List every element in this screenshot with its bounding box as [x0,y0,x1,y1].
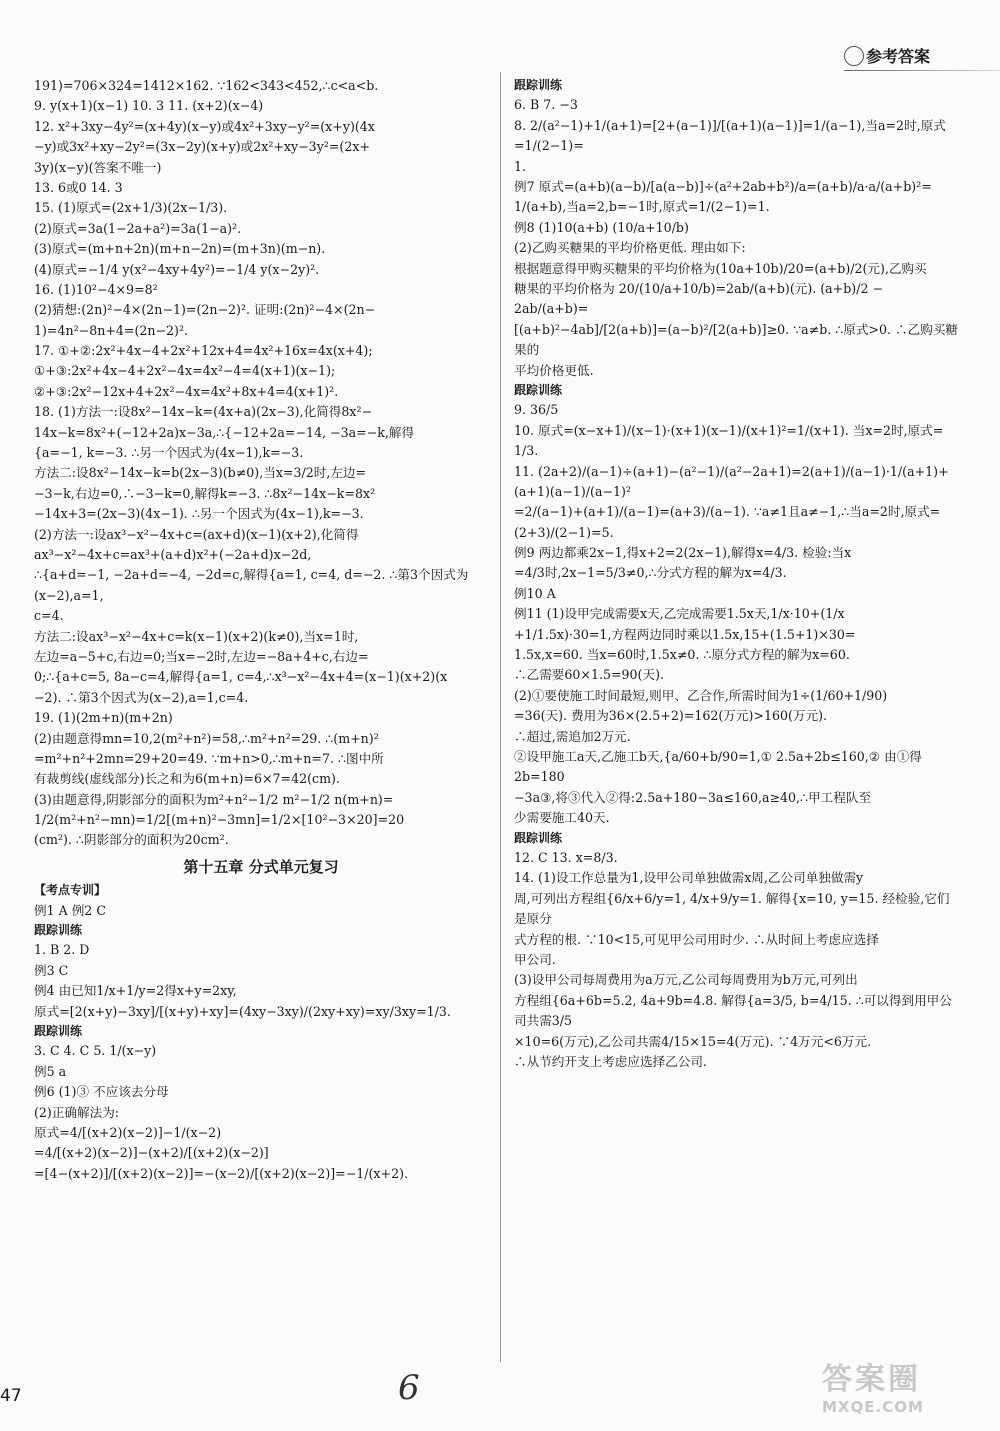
answer-line: −y)或3x²+xy−2y²=(3x−2y)(x+y)或2x²+xy−3y²=(2x+ [34,139,370,155]
answer-line: ∴{a+d=−1, −2a+d=−4, −2d=c,解得{a=1, c=4, d=−2. ∴第3个因式为(x−2),a=1, [34,567,469,603]
answer-line: 12. C 13. x=8/3. [514,849,618,865]
answer-line: 3. C 4. C 5. 1/(x−y) [34,1043,157,1059]
answer-line: =[4−(x+2)]/[(x+2)(x−2)]=−(x−2)/[(x+2)(x−2)]=−1/(x+2). [34,1165,409,1181]
answer-line: =m²+n²+2mn=29+20=49. ∵m+n>0,∴m+n=7. ∴图中所 [34,750,384,766]
answer-line: 1. B 2. D [34,942,90,958]
answer-line: ②+③:2x²−12x+4+2x²−4x=4x²+8x+4=4(x+1)². [34,383,339,399]
answer-line: (3)原式=(m+n+2n)(m+n−2n)=(m+3n)(m−n). [34,241,326,257]
answer-line: (2)方法一:设ax³−x²−4x+c=(ax+d)(x−1)(x+2),化简得 [34,526,359,542]
answer-line: −3−k,右边=0,∴−3−k=0,解得k=−3. ∴8x²−14x−k=8x² [34,485,376,501]
answer-line: 原式=4/[(x+2)(x−2)]−1/(x−2) [34,1124,222,1140]
answer-line: 方法二:设8x²−14x−k=b(2x−3)(b≠0),当x=3/2时,左边= [34,465,367,481]
answer-line: (2)猜想:(2n)²−4×(2n−1)=(2n−2)². 证明:(2n)²−4×(2n− [34,302,376,318]
section-heading: 【考点专训】 [34,883,107,898]
answer-line: [(a+b)²−4ab]/[2(a+b)]=(a−b)²/[2(a+b)]≥0. ∵a≠b. ∴原式>0. ∴乙购买糖果的 [514,321,959,358]
answer-line: 17. ①+②:2x²+4x−4+2x²+12x+4=4x²+16x=4x(x+4); [34,343,373,359]
swirl-icon [844,46,864,66]
section-heading: 跟踪训练 [514,830,563,845]
answer-line: 甲公司. [514,951,556,967]
answer-line: 15. (1)原式=(2x+1/3)(2x−1/3). [34,200,228,216]
answer-line: ②设甲施工a天,乙施工b天,{a/60+b/90=1,① 2.5a+2b≤160,② 由①得2b=180 [514,748,922,785]
answer-line: c=4. [34,608,64,624]
answer-line: =2/(a−1)+(a+1)/(a−1)=(a+3)/(a−1). ∵a≠1且a≠−1,∴当a=2时,原式= [514,504,941,520]
answer-line: 11. (2a+2)/(a−1)÷(a+1)−(a²−1)/(a²−2a+1)=2(a+1)/(a−1)·1/(a+1)+(a+1)(a−1)/(a−1)² [514,463,949,499]
answer-line: 例9 两边都乘2x−1,得x+2=2(2x−1),解得x=4/3. 检验:当x [514,545,852,561]
answer-line: (2)乙购买糖果的平均价格更低. 理由如下: [514,240,746,256]
answer-line: (2+3)/(2−1)=5. [514,524,614,540]
header-badge [844,44,930,67]
answer-line: (cm²). ∴阴影部分的面积为20cm². [34,832,229,848]
answer-line: 1)=4n²−8n+4=(2n−2)². [34,322,189,338]
answer-line: 9. y(x+1)(x−1) 10. 3 11. (x+2)(x−4) [34,98,264,114]
answer-line: (2)正确解法为: [34,1104,120,1120]
answer-line: =36(天). 费用为36×(2.5+2)=162(万元)>160(万元). [514,708,827,724]
answer-line: 有裁剪线(虚线部分)长之和为6(m+n)=6×7=42(cm). [34,771,340,787]
answer-line: (3)设甲公司每周费用为a万元,乙公司每周费用为b万元,可列出 [514,972,858,988]
answer-line: 例7 原式=(a+b)(a−b)/[a(a−b)]÷(a²+2ab+b²)/a=(a+b)/a·a/(a+b)²= [514,179,932,194]
section-heading: 跟踪训练 [34,922,83,937]
watermark-logo [822,1354,992,1416]
answer-line: 14. (1)设工作总量为1,设甲公司单独做需x周,乙公司单独做需y [514,870,864,886]
right-column [514,76,960,1072]
answer-line: 少需要施工40天. [514,810,610,826]
watermark-bottom: MXQE.COM [822,1398,924,1416]
answer-line: 1/(a+b),当a=2,b=−1时,原式=1/(2−1)=1. [514,199,770,215]
answer-line: 左边=a−5+c,右边=0;当x=−2时,左边=−8a+4+c,右边= [34,648,369,664]
answer-line: 例4 由已知1/x+1/y=2得x+y=2xy, [34,983,237,999]
answer-line: (2)原式=3a(1−2a+a²)=3a(1−a)². [34,220,242,236]
answer-line: +1/1.5x)·30=1,方程两边同时乘以1.5x,15+(1.5+1)×30= [514,626,856,642]
answer-line: −2). ∴第3个因式为(x−2),a=1,c=4. [34,689,249,705]
answer-line: 0;∴{a+c=5, 8a−c=4,解得{a=1, c=4,∴x³−x²−4x+4=(x−1)(x+2)(x [34,669,448,685]
column-divider [500,72,501,1362]
answer-line: 3y)(x−y)(答案不唯一) [34,159,162,175]
answer-line: ①+③:2x²+4x−4+2x²−4x=4x²−4=4(x+1)(x−1); [34,363,336,379]
answer-line: 18. (1)方法一:设8x²−14x−k=(4x+a)(2x−3),化简得8x²− [34,404,373,420]
answer-line: (3)由题意得,阴影部分的面积为m²+n²−1/2 m²−1/2 n(m+n)= [34,791,394,807]
answer-line: 根据题意得甲购买糖果的平均价格为(10a+10b)/20=(a+b)/2(元),乙购买 [514,260,927,276]
answer-line: ax³−x²−4x+c=ax³+(a+d)x²+(−2a+d)x−2d, [34,546,312,562]
answer-line: 例6 (1)③ 不应该去分母 [34,1084,169,1100]
answer-line: 1/2(m²+n²−mn)=1/2[(m+n)²−3mn]=1/2×[10²−3×20]=20 [34,812,405,828]
answer-line: 14x−k=8x²+(−12+2a)x−3a,∴{−12+2a=−14, −3a=−k,解得 [34,424,415,440]
answer-line: −14x+3=(2x−3)(4x−1). ∴另一个因式为(4x−1),k=−3. [34,506,364,522]
answer-line: 19. (1)(2m+n)(m+2n) [34,710,173,726]
answer-line: 例1 A 例2 C [34,902,106,918]
answer-line: 糖果的平均价格为 20/(10/a+10/b)=2ab/(a+b)(元). (a+b)/2 − 2ab/(a+b)= [514,280,884,317]
left-column [34,76,488,1184]
answer-line: 10. 原式=(x−x+1)/(x−1)·(x+1)(x−1)/(x+1)²=1/(x+1). 当x=2时,原式= [514,422,944,438]
answer-line: 191)=706×324=1412×162. ∵162<343<452,∴c<a<b. [34,78,379,93]
watermark-top: 答案圈 [822,1362,921,1397]
header-title: 参考答案 [865,47,930,66]
answer-line: (2)①要使施工时间最短,则甲、乙合作,所需时间为1÷(1/60+1/90) [514,687,888,703]
answer-line: (4)原式=−1/4 y(x²−4xy+4y²)=−1/4 y(x−2y)². [34,261,320,277]
answer-line: ∴超过,需追加2万元. [514,728,631,744]
answer-line: −3a③,将③代入②得:2.5a+180−3a≤160,a≥40,∴甲工程队至 [514,789,872,805]
answer-line: ∴从节约开支上考虑应选择乙公司. [514,1053,707,1069]
answer-line: =4/3时,2x−1=5/3≠0,∴分式方程的解为x=4/3. [514,565,787,581]
answer-line: 1. [514,158,527,174]
answer-line: 例3 C [34,962,69,978]
answer-line: 6. B 7. −3 [514,97,578,113]
section-heading: 跟踪训练 [514,78,563,92]
chapter-title: 第十五章 分式单元复习 [183,857,339,876]
answer-line: 9. 36/5 [514,402,559,418]
answer-line: 例11 (1)设甲完成需要x天,乙完成需要1.5x天,1/x·10+(1/x [514,606,845,622]
answer-line: (2)由题意得mn=10,2(m²+n²)=58,∴m²+n²=29. ∴(m+n)² [34,730,379,746]
answer-line: 例8 (1)10(a+b) (10/a+10/b) [514,219,689,235]
answer-line: {a=−1, k=−3. ∴另一个因式为(4x−1),k=−3. [34,445,304,461]
handwritten-page-number: 6 [398,1368,420,1408]
answer-line: ∴乙需要60×1.5=90(天). [514,667,664,683]
answer-line: 方程组{6a+6b=5.2, 4a+9b=4.8. 解得{a=3/5, b=4/15. ∴可以得到用甲公司共需3/5 [514,992,952,1029]
answer-line: 12. x²+3xy−4y²=(x+4y)(x−y)或4x²+3xy−y²=(x+y)(4x [34,118,375,134]
section-heading: 跟踪训练 [514,382,563,397]
answer-line: 1.5x,x=60. 当x=60时,1.5x≠0. ∴原分式方程的解为x=60. [514,647,850,663]
answer-line: ×10=6(万元),乙公司共需4/15×15=4(万元). ∵4万元<6万元. [514,1033,872,1049]
answer-line: 8. 2/(a²−1)+1/(a+1)=[2+(a−1)]/[(a+1)(a−1)]=1/(a−1),当a=2时,原式=1/(2−1)= [514,117,946,154]
header-underline [844,70,1000,71]
answer-line: 方法二:设ax³−x²−4x+c=k(x−1)(x+2)(k≠0),当x=1时, [34,628,359,644]
answer-line: 原式=[2(x+y)−3xy]/[(x+y)+xy]=(4xy−3xy)/(2xy+xy)=xy/3xy=1/3. [34,1003,451,1019]
answer-line: =4/[(x+2)(x−2)]−(x+2)/[(x+2)(x−2)] [34,1145,269,1161]
answer-line: 例10 A [514,585,556,601]
answer-line: 例5 a [34,1063,67,1079]
answer-line: 1/3. [514,443,539,459]
page-number: 47 [0,1386,22,1406]
answer-line: 16. (1)10²−4×9=8² [34,281,158,297]
answer-line: 周,可列出方程组{6/x+6/y=1, 4/x+9/y=1. 解得{x=10, y=15. 经检验,它们是原分 [514,890,950,927]
answer-line: 平均价格更低. [514,362,594,378]
answer-line: 13. 6或0 14. 3 [34,179,123,195]
section-heading: 跟踪训练 [34,1023,83,1038]
answer-line: 式方程的根. ∵10<15,可见甲公司用时少. ∴从时间上考虑应选择 [514,931,879,947]
